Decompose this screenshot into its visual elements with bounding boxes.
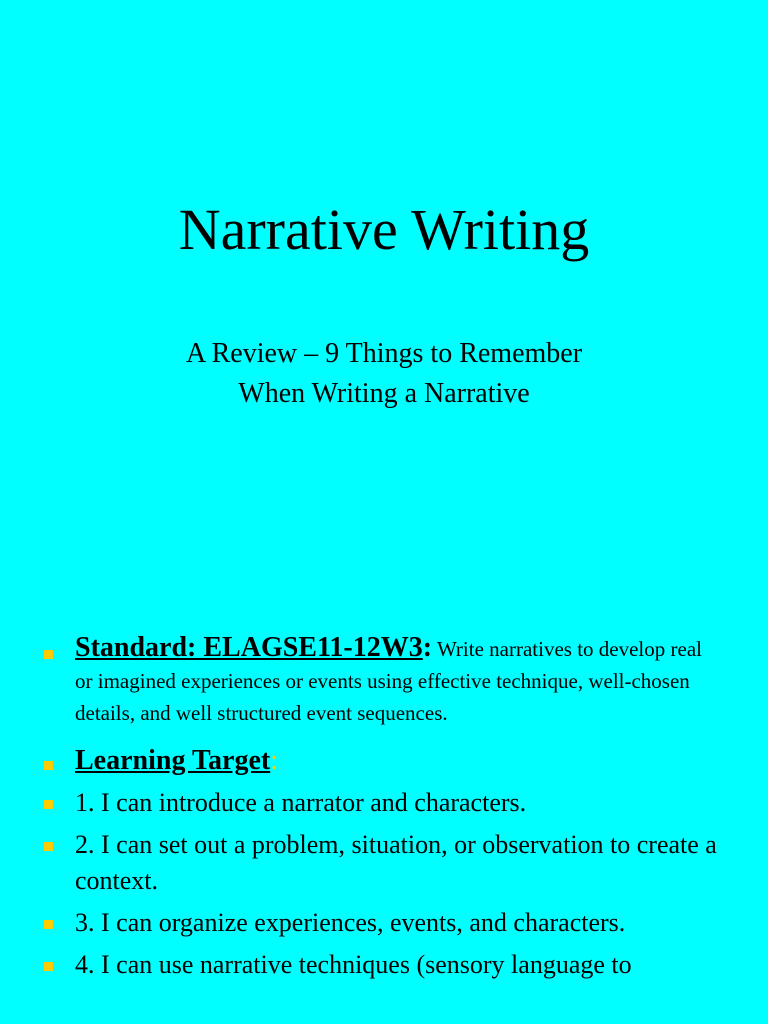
square-bullet-icon [44,962,53,971]
standard-text: Write narratives to develop real or imagined experiences or events using effective technique, well-chosen details, and well structured event sequences. [75,637,702,725]
square-bullet-icon [44,650,53,659]
list-item [0,785,768,821]
learning-target-colon: : [270,745,279,776]
square-bullet-icon [44,920,53,929]
list-item-text: 1. I can introduce a narrator and characters. [75,788,527,817]
list-item [0,905,768,941]
standard-item [0,632,768,729]
bullet-list [0,632,768,989]
list-item-text: 2. I can set out a problem, situation, or observation to create a context. [75,830,717,895]
square-bullet-icon [44,761,53,770]
standards-slide [0,620,768,1024]
learning-target-heading: Learning Target [75,745,271,776]
subtitle-line-2: When Writing a Narrative [238,378,530,409]
square-bullet-icon [44,800,53,809]
learning-target-item [0,745,768,777]
list-item [0,947,768,983]
list-item [0,827,768,899]
list-item-text: 3. I can organize experiences, events, and characters. [75,908,626,937]
slide-title: Narrative Writing [178,197,590,262]
slide-subtitle [0,334,768,414]
subtitle-line-1: A Review – 9 Things to Remember [185,338,583,369]
standard-heading: Standard: ELAGSE11-12W3 [75,632,423,663]
standard-colon: : [422,632,433,663]
list-item-text: 4. I can use narrative techniques (sensory language to [75,950,632,979]
square-bullet-icon [44,842,53,851]
